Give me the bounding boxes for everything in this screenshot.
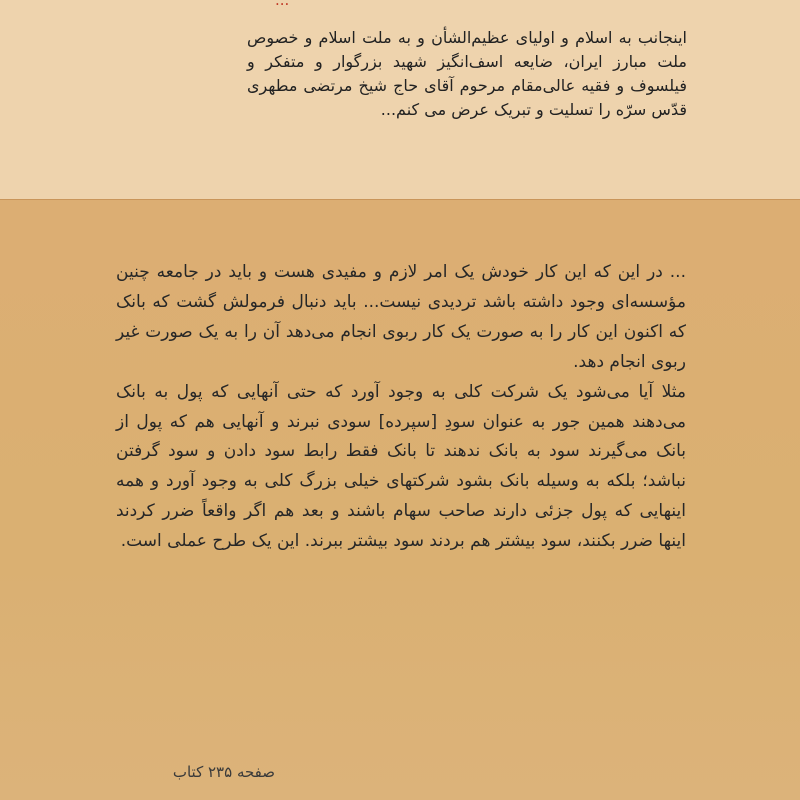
cut-heading	[0, 0, 800, 8]
main-quote-paragraph-2: مثلا آیا می‌شود یک شرکت کلی به وجود آورد که حتی آنهایی که پول به بانک می‌دهند همین جور به عنوان سودِ [سپرده] سودی نبرند و آنهایی هم که پول از بانک می‌گیرند سود به بانک ندهند تا بانک فقط رابط سود دادن و سود گرفتن نباشد؛ بلکه به وسیله بانک بشود شرکتهای خیلی بزرگ کلی به وجود آورد و همه اینهایی که پول جزئی دارند صاحب سهام باشند و بعد هم اگر واقعاً ضرر کردند اینها ضرر بکنند، سود بیشتر هم بردند سود بیشتر ببرند. این یک طرح عملی است.	[116, 381, 686, 552]
cut-heading-text: ...	[275, 0, 290, 9]
main-quote-paragraph-1: ... در این که این کار خودش یک امر لازم و مفیدی هست و باید در جامعه چنین مؤسسه‌ای وجود داشته باشد تردیدی نیست... باید دنبال فرمولش گشت که بانک که اکنون این کار را به صورت یک کار ربوی انجام می‌دهد آن را به یک صورت غیر ربوی انجام دهد.	[116, 262, 686, 372]
source-citation: صفحه ۲۳۵ کتاب	[172, 763, 275, 781]
top-quote-panel	[0, 0, 800, 199]
main-quote	[116, 258, 686, 557]
top-quote-text: اینجانب به اسلام و اولیای عظیم‌الشأن و به ملت اسلام و خصوص ملت مبارز ایران، ضایعه اسف‌انگیز شهید بزرگوار و متفکر و فیلسوف و فقیه عالی‌مقام مرحوم آقای حاج شیخ مرتضی مطهری قدّس سرّه را تسلیت و تبریک عرض می کنم...	[247, 28, 687, 119]
